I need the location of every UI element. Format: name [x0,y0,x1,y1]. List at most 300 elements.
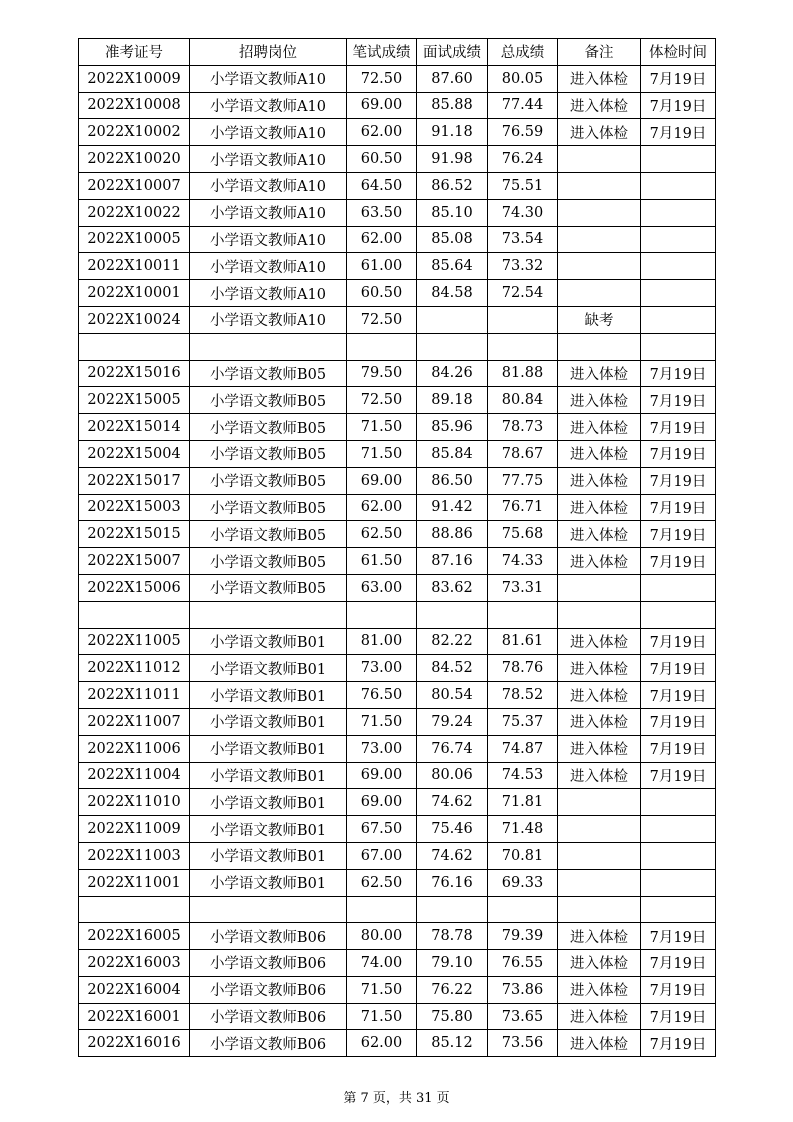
remarks-cell: 进入体检 [558,119,641,146]
position-cell: 小学语文教师B01 [190,869,347,896]
written-score-cell: 62.00 [347,226,417,253]
position-cell: 小学语文教师A10 [190,119,347,146]
position-cell: 小学语文教师A10 [190,306,347,333]
total-score-cell: 73.32 [488,253,558,280]
exam-date-cell [641,601,716,628]
remarks-cell: 进入体检 [558,655,641,682]
exam-id-cell: 2022X11009 [79,816,190,843]
written-score-cell: 61.00 [347,253,417,280]
remarks-cell [558,842,641,869]
remarks-cell [558,574,641,601]
remarks-cell: 进入体检 [558,1003,641,1030]
table-row [79,950,716,977]
table-row [79,655,716,682]
position-cell: 小学语文教师B05 [190,387,347,414]
remarks-cell [558,226,641,253]
written-score-cell: 60.50 [347,146,417,173]
written-score-cell: 69.00 [347,467,417,494]
table-row [79,414,716,441]
remarks-cell: 进入体检 [558,414,641,441]
written-score-cell: 72.50 [347,306,417,333]
written-score-cell: 62.00 [347,119,417,146]
total-score-cell: 73.86 [488,976,558,1003]
table-row [79,146,716,173]
table-row [79,253,716,280]
exam-date-cell [641,146,716,173]
exam-id-cell: 2022X10011 [79,253,190,280]
interview-score-cell: 85.10 [417,199,488,226]
written-score-cell [347,896,417,923]
remarks-cell: 进入体检 [558,735,641,762]
written-score-cell: 72.50 [347,387,417,414]
interview-score-cell: 79.24 [417,708,488,735]
total-score-cell: 75.51 [488,172,558,199]
total-score-cell: 78.76 [488,655,558,682]
exam-id-cell: 2022X16005 [79,923,190,950]
exam-date-cell: 7月19日 [641,360,716,387]
interview-score-cell [417,333,488,360]
exam-id-cell: 2022X10024 [79,306,190,333]
header-row [79,39,716,66]
position-cell: 小学语文教师B01 [190,708,347,735]
table-row [79,735,716,762]
exam-date-cell [641,842,716,869]
remarks-cell: 进入体检 [558,521,641,548]
interview-score-cell: 85.12 [417,1030,488,1057]
written-score-cell: 73.00 [347,735,417,762]
page-number: 第 7 页，共 31 页 [343,1091,450,1106]
interview-score-cell [417,896,488,923]
position-cell: 小学语文教师A10 [190,92,347,119]
total-score-cell: 73.54 [488,226,558,253]
exam-date-cell [641,199,716,226]
total-score-cell: 76.24 [488,146,558,173]
written-score-cell: 63.50 [347,199,417,226]
written-score-cell: 81.00 [347,628,417,655]
exam-date-cell: 7月19日 [641,92,716,119]
exam-date-cell [641,280,716,307]
table-row [79,360,716,387]
written-score-cell: 62.00 [347,494,417,521]
total-score-cell: 78.73 [488,414,558,441]
remarks-cell [558,333,641,360]
table-row [79,65,716,92]
table-row [79,976,716,1003]
interview-score-cell: 82.22 [417,628,488,655]
table-row [79,1030,716,1057]
interview-score-cell: 75.46 [417,816,488,843]
interview-score-cell: 84.58 [417,280,488,307]
total-score-cell: 71.81 [488,789,558,816]
position-cell [190,333,347,360]
position-cell: 小学语文教师B05 [190,494,347,521]
written-score-cell: 71.50 [347,1003,417,1030]
written-score-cell: 60.50 [347,280,417,307]
header-exam-date: 体检时间 [641,39,716,66]
interview-score-cell: 78.78 [417,923,488,950]
written-score-cell: 76.50 [347,682,417,709]
interview-score-cell: 80.54 [417,682,488,709]
exam-date-cell [641,574,716,601]
remarks-cell [558,172,641,199]
position-cell: 小学语文教师B01 [190,789,347,816]
exam-id-cell: 2022X15007 [79,548,190,575]
total-score-cell: 78.52 [488,682,558,709]
total-score-cell: 74.53 [488,762,558,789]
position-cell: 小学语文教师B06 [190,1003,347,1030]
exam-date-cell: 7月19日 [641,923,716,950]
exam-date-cell [641,253,716,280]
position-cell: 小学语文教师A10 [190,253,347,280]
exam-id-cell: 2022X11003 [79,842,190,869]
written-score-cell: 80.00 [347,923,417,950]
remarks-cell: 进入体检 [558,92,641,119]
position-cell: 小学语文教师B01 [190,735,347,762]
table-body [79,65,716,1056]
exam-id-cell: 2022X10020 [79,146,190,173]
interview-score-cell: 91.18 [417,119,488,146]
interview-score-cell: 91.98 [417,146,488,173]
exam-id-cell: 2022X10022 [79,199,190,226]
interview-score-cell: 76.74 [417,735,488,762]
written-score-cell: 62.50 [347,869,417,896]
remarks-cell: 进入体检 [558,950,641,977]
exam-date-cell: 7月19日 [641,414,716,441]
table-row [79,387,716,414]
exam-id-cell [79,601,190,628]
exam-date-cell [641,816,716,843]
exam-date-cell [641,896,716,923]
exam-date-cell: 7月19日 [641,65,716,92]
written-score-cell: 71.50 [347,414,417,441]
position-cell: 小学语文教师A10 [190,146,347,173]
written-score-cell [347,601,417,628]
exam-date-cell: 7月19日 [641,762,716,789]
written-score-cell: 72.50 [347,65,417,92]
interview-score-cell: 74.62 [417,842,488,869]
exam-id-cell: 2022X16003 [79,950,190,977]
total-score-cell [488,896,558,923]
table-row [79,494,716,521]
header-remarks: 备注 [558,39,641,66]
header-interview-score: 面试成绩 [417,39,488,66]
total-score-cell: 77.44 [488,92,558,119]
table-row [79,172,716,199]
exam-id-cell [79,333,190,360]
table-row [79,467,716,494]
table-row [79,199,716,226]
interview-score-cell: 85.84 [417,440,488,467]
remarks-cell: 进入体检 [558,360,641,387]
remarks-cell [558,816,641,843]
table-row [79,601,716,628]
table-row [79,226,716,253]
exam-id-cell: 2022X10009 [79,65,190,92]
exam-date-cell: 7月19日 [641,467,716,494]
remarks-cell: 进入体检 [558,440,641,467]
exam-id-cell: 2022X10007 [79,172,190,199]
remarks-cell: 进入体检 [558,708,641,735]
table-row [79,682,716,709]
written-score-cell: 64.50 [347,172,417,199]
written-score-cell: 61.50 [347,548,417,575]
interview-score-cell: 85.08 [417,226,488,253]
position-cell: 小学语文教师B01 [190,655,347,682]
exam-date-cell: 7月19日 [641,548,716,575]
interview-score-cell: 85.64 [417,253,488,280]
table-row [79,119,716,146]
table-row [79,548,716,575]
remarks-cell [558,896,641,923]
remarks-cell: 进入体检 [558,1030,641,1057]
table-row [79,923,716,950]
header-position: 招聘岗位 [190,39,347,66]
position-cell: 小学语文教师B05 [190,440,347,467]
exam-id-cell: 2022X10002 [79,119,190,146]
written-score-cell: 63.00 [347,574,417,601]
table-row [79,280,716,307]
exam-id-cell: 2022X11010 [79,789,190,816]
interview-score-cell: 91.42 [417,494,488,521]
remarks-cell: 进入体检 [558,976,641,1003]
total-score-cell: 73.56 [488,1030,558,1057]
exam-id-cell [79,896,190,923]
remarks-cell: 进入体检 [558,923,641,950]
exam-date-cell: 7月19日 [641,494,716,521]
written-score-cell: 69.00 [347,762,417,789]
table-row [79,842,716,869]
total-score-cell: 80.05 [488,65,558,92]
total-score-cell: 77.75 [488,467,558,494]
exam-date-cell: 7月19日 [641,119,716,146]
exam-id-cell: 2022X15005 [79,387,190,414]
written-score-cell: 62.50 [347,521,417,548]
exam-date-cell: 7月19日 [641,735,716,762]
interview-score-cell: 75.80 [417,1003,488,1030]
table-row [79,628,716,655]
table-row [79,92,716,119]
exam-id-cell: 2022X16004 [79,976,190,1003]
written-score-cell: 73.00 [347,655,417,682]
exam-id-cell: 2022X16001 [79,1003,190,1030]
exam-date-cell [641,869,716,896]
exam-id-cell: 2022X11001 [79,869,190,896]
total-score-cell: 74.87 [488,735,558,762]
position-cell: 小学语文教师A10 [190,65,347,92]
written-score-cell: 69.00 [347,92,417,119]
total-score-cell: 76.59 [488,119,558,146]
exam-date-cell: 7月19日 [641,628,716,655]
total-score-cell: 80.84 [488,387,558,414]
position-cell: 小学语文教师B01 [190,816,347,843]
total-score-cell: 74.30 [488,199,558,226]
total-score-cell: 81.61 [488,628,558,655]
header-total-score: 总成绩 [488,39,558,66]
position-cell: 小学语文教师A10 [190,280,347,307]
remarks-cell: 进入体检 [558,762,641,789]
written-score-cell [347,333,417,360]
exam-date-cell: 7月19日 [641,1030,716,1057]
exam-id-cell: 2022X11012 [79,655,190,682]
exam-id-cell: 2022X15004 [79,440,190,467]
total-score-cell: 76.55 [488,950,558,977]
exam-date-cell: 7月19日 [641,521,716,548]
position-cell: 小学语文教师B06 [190,976,347,1003]
interview-score-cell: 86.52 [417,172,488,199]
header-written-score: 笔试成绩 [347,39,417,66]
interview-score-cell: 79.10 [417,950,488,977]
position-cell: 小学语文教师B01 [190,682,347,709]
total-score-cell: 69.33 [488,869,558,896]
total-score-cell: 70.81 [488,842,558,869]
interview-score-cell: 88.86 [417,521,488,548]
total-score-cell [488,306,558,333]
interview-score-cell: 85.96 [417,414,488,441]
exam-id-cell: 2022X16016 [79,1030,190,1057]
table-row [79,708,716,735]
exam-id-cell: 2022X11005 [79,628,190,655]
table-row [79,440,716,467]
written-score-cell: 71.50 [347,708,417,735]
total-score-cell: 73.65 [488,1003,558,1030]
table-row [79,762,716,789]
total-score-cell: 81.88 [488,360,558,387]
total-score-cell: 72.54 [488,280,558,307]
interview-score-cell: 85.88 [417,92,488,119]
position-cell: 小学语文教师B05 [190,414,347,441]
remarks-cell [558,253,641,280]
total-score-cell: 74.33 [488,548,558,575]
written-score-cell: 71.50 [347,976,417,1003]
table-row [79,521,716,548]
interview-score-cell: 87.16 [417,548,488,575]
interview-score-cell: 74.62 [417,789,488,816]
remarks-cell [558,789,641,816]
exam-id-cell: 2022X10008 [79,92,190,119]
exam-id-cell: 2022X15016 [79,360,190,387]
exam-id-cell: 2022X11004 [79,762,190,789]
written-score-cell: 67.50 [347,816,417,843]
exam-id-cell: 2022X15014 [79,414,190,441]
exam-date-cell [641,333,716,360]
position-cell: 小学语文教师B06 [190,923,347,950]
exam-id-cell: 2022X11006 [79,735,190,762]
total-score-cell: 73.31 [488,574,558,601]
position-cell: 小学语文教师B05 [190,467,347,494]
exam-date-cell [641,226,716,253]
remarks-cell: 进入体检 [558,65,641,92]
remarks-cell [558,869,641,896]
interview-score-cell: 76.16 [417,869,488,896]
exam-id-cell: 2022X15003 [79,494,190,521]
exam-date-cell [641,306,716,333]
interview-score-cell: 80.06 [417,762,488,789]
total-score-cell: 76.71 [488,494,558,521]
table-row [79,333,716,360]
interview-score-cell: 86.50 [417,467,488,494]
position-cell: 小学语文教师A10 [190,172,347,199]
remarks-cell: 进入体检 [558,494,641,521]
remarks-cell: 进入体检 [558,548,641,575]
table-row [79,816,716,843]
total-score-cell: 71.48 [488,816,558,843]
position-cell: 小学语文教师B05 [190,548,347,575]
total-score-cell: 75.37 [488,708,558,735]
position-cell: 小学语文教师A10 [190,226,347,253]
total-score-cell: 75.68 [488,521,558,548]
interview-score-cell: 76.22 [417,976,488,1003]
exam-id-cell: 2022X15015 [79,521,190,548]
remarks-cell: 进入体检 [558,387,641,414]
remarks-cell [558,146,641,173]
exam-date-cell: 7月19日 [641,440,716,467]
written-score-cell: 62.00 [347,1030,417,1057]
exam-date-cell [641,789,716,816]
total-score-cell: 79.39 [488,923,558,950]
total-score-cell [488,601,558,628]
exam-date-cell: 7月19日 [641,655,716,682]
exam-date-cell: 7月19日 [641,708,716,735]
position-cell: 小学语文教师B05 [190,574,347,601]
interview-score-cell [417,601,488,628]
remarks-cell: 缺考 [558,306,641,333]
total-score-cell: 78.67 [488,440,558,467]
position-cell: 小学语文教师B06 [190,1030,347,1057]
written-score-cell: 69.00 [347,789,417,816]
table-row [79,869,716,896]
exam-id-cell: 2022X11007 [79,708,190,735]
header-exam-id: 准考证号 [79,39,190,66]
interview-score-cell: 84.26 [417,360,488,387]
interview-score-cell: 83.62 [417,574,488,601]
remarks-cell [558,601,641,628]
results-table [78,38,716,1057]
remarks-cell [558,199,641,226]
remarks-cell [558,280,641,307]
exam-date-cell: 7月19日 [641,682,716,709]
exam-date-cell: 7月19日 [641,976,716,1003]
exam-date-cell: 7月19日 [641,1003,716,1030]
interview-score-cell: 89.18 [417,387,488,414]
position-cell: 小学语文教师B05 [190,521,347,548]
position-cell: 小学语文教师B05 [190,360,347,387]
remarks-cell: 进入体检 [558,467,641,494]
remarks-cell: 进入体检 [558,682,641,709]
remarks-cell: 进入体检 [558,628,641,655]
position-cell [190,601,347,628]
position-cell [190,896,347,923]
exam-id-cell: 2022X10001 [79,280,190,307]
exam-id-cell: 2022X11011 [79,682,190,709]
position-cell: 小学语文教师A10 [190,199,347,226]
interview-score-cell: 84.52 [417,655,488,682]
table-row [79,574,716,601]
written-score-cell: 67.00 [347,842,417,869]
exam-id-cell: 2022X10005 [79,226,190,253]
table-row [79,306,716,333]
table-row [79,896,716,923]
exam-date-cell: 7月19日 [641,387,716,414]
total-score-cell [488,333,558,360]
position-cell: 小学语文教师B06 [190,950,347,977]
exam-id-cell: 2022X15017 [79,467,190,494]
table-row [79,789,716,816]
interview-score-cell: 87.60 [417,65,488,92]
interview-score-cell [417,306,488,333]
position-cell: 小学语文教师B01 [190,628,347,655]
exam-id-cell: 2022X15006 [79,574,190,601]
exam-date-cell: 7月19日 [641,950,716,977]
